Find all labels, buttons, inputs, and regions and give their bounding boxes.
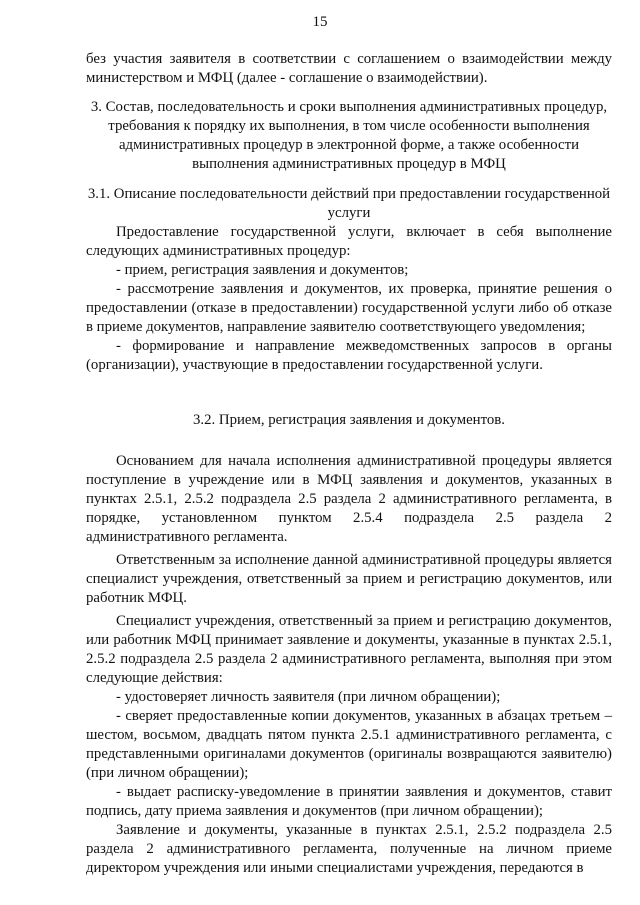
intro-paragraph: без участия заявителя в соответствии с соглашением о взаимодействии между министерством и МФЦ (далее - соглашение о взаимодействии). xyxy=(86,51,612,86)
section-3-2-paragraph: Специалист учреждения, ответственный за прием и регистрацию документов, или работник МФЦ принимает заявление и документы, указанные в пунктах 2.5.1, 2.5.2 подраздела 2.5 раздела 2 административного регламента, выполняя при этом следующие действия: xyxy=(86,613,612,686)
procedure-item: - рассмотрение заявления и документов, их проверка, принятие решения о предоставлении (отказе в предоставлении) государственной услуги либо об отказе в приеме документов, направление заявителю соответствующего уведомления; xyxy=(86,281,612,335)
section-3-heading: 3. Состав, последовательность и сроки выполнения административных процедур, требования к порядку их выполнения, в том числе особенности выполнения административных процедур в электронной форме, а также особенности выполнения административных процедур в МФЦ xyxy=(90,99,608,172)
section-3-1-heading: 3.1. Описание последовательности действий при предоставлении государственной услуги xyxy=(87,186,611,221)
action-item: - выдает расписку-уведомление в принятии заявления и документов, ставит подпись, дату приема заявления и документов (при личном обращении); xyxy=(86,784,612,819)
section-3-2-paragraph: Основанием для начала исполнения административной процедуры является поступление в учреждение или в МФЦ заявления и документов, указанных в пунктах 2.5.1, 2.5.2 подраздела 2.5 раздела 2 административного регламента, в порядке, установленном пунктом 2.5.4 подраздела 2.5 раздела 2 административного регламента. xyxy=(86,453,612,545)
action-item: - сверяет предоставленные копии документов, указанных в абзацах третьем – шестом, восьмом, двадцать пятом пункта 2.5.1 административного регламента, с представленными оригиналами документов (оригиналы возвращаются заявителю) (при личном обращении); xyxy=(86,708,612,781)
procedure-item: - прием, регистрация заявления и документов; xyxy=(116,262,409,278)
page-number: 15 xyxy=(312,14,328,30)
section-3-2-heading: 3.2. Прием, регистрация заявления и документов. xyxy=(193,412,505,428)
action-item: - удостоверяет личность заявителя (при личном обращении); xyxy=(116,689,501,705)
section-3-2-paragraph: Ответственным за исполнение данной административной процедуры является специалист учреждения, ответственный за прием и регистрацию документов, или работник МФЦ. xyxy=(86,552,612,606)
document-body xyxy=(86,50,612,878)
section-3-1-lead: Предоставление государственной услуги, включает в себя выполнение следующих административных процедур: xyxy=(86,224,612,259)
procedure-item: - формирование и направление межведомственных запросов в органы (организации), участвующие в предоставлении государственной услуги. xyxy=(86,338,612,373)
section-3-2-paragraph: Заявление и документы, указанные в пунктах 2.5.1, 2.5.2 подраздела 2.5 раздела 2 административного регламента, полученные на личном приеме директором учреждения или иными специалистами учреждения, передаются в xyxy=(86,822,612,876)
